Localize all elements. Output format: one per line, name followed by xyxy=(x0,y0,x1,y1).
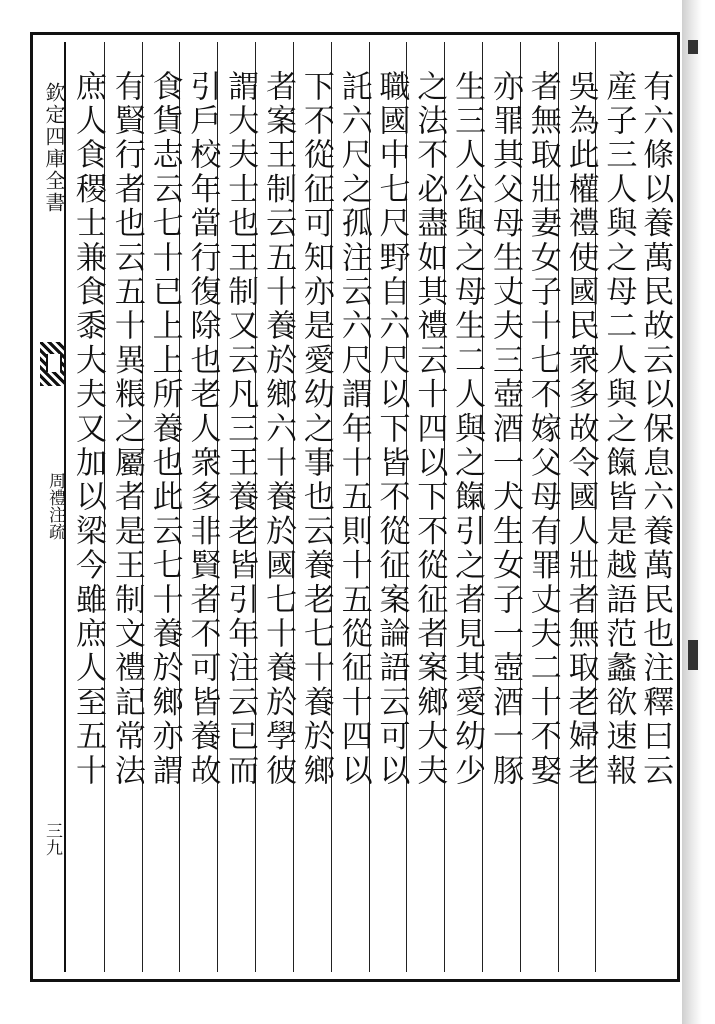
column-text: 者無取壯妻女子十七不嫁父母有罪丈夫二十不娶 xyxy=(524,70,561,789)
margin-title: 欽定四庫全書 xyxy=(42,82,66,214)
column-text: 託六尺之孤注云六尺謂年十五則十五從征十四以 xyxy=(335,70,372,789)
text-column xyxy=(633,42,674,972)
text-column xyxy=(482,42,523,972)
column-text: 引戶校年當行復除也老人衆多非賢者不可皆養故 xyxy=(184,70,221,789)
column-text: 下不從征可知亦是愛幼之事也云養老七十養於鄉 xyxy=(297,70,334,789)
column-text: 産子三人與之母二人與之餼皆是越語范蠡欲速報 xyxy=(600,70,637,789)
margin-page-number: 三九 xyxy=(42,822,62,856)
page-margin-column xyxy=(40,42,66,972)
text-column xyxy=(293,42,334,972)
text-column xyxy=(255,42,297,972)
column-text: 食貨志云七十已上上所養也此云七十養於鄉亦謂 xyxy=(146,70,183,789)
margin-subtitle: 周禮注疏 xyxy=(45,472,65,540)
column-text: 之法不必盡如其禮云十四以下不從征者案鄉大夫 xyxy=(411,70,448,789)
text-column xyxy=(104,42,145,972)
text-column xyxy=(331,42,372,972)
text-column xyxy=(520,42,561,972)
text-column xyxy=(179,42,221,972)
text-column xyxy=(444,42,486,972)
text-columns xyxy=(66,42,674,972)
text-column xyxy=(217,42,259,972)
binding-edge xyxy=(682,0,715,1024)
text-column xyxy=(369,42,410,972)
text-column xyxy=(558,42,599,972)
column-text: 生三人公與之母生二人與之餼引之者見其愛幼少 xyxy=(449,70,486,789)
column-text: 謂大夫士也王制又云凡三王養老皆引年注云已而 xyxy=(222,70,259,789)
fish-tail-ornament xyxy=(40,342,64,386)
column-text: 亦罪其父母生丈夫三壺酒一犬生女子一壺酒一豚 xyxy=(486,70,523,789)
text-column xyxy=(595,42,637,972)
column-text: 庶人食稷士兼食黍大夫又加以梁今雖庶人至五十 xyxy=(70,70,106,789)
edge-mark xyxy=(688,640,698,670)
text-column xyxy=(66,42,104,972)
text-column xyxy=(142,42,183,972)
column-text: 者案王制云五十養於鄉六十養於國七十養於學彼 xyxy=(260,70,297,789)
column-text: 有賢行者也云五十異粻之屬者是王制文禮記常法 xyxy=(108,70,145,789)
column-text: 職國中七尺野自六尺以下皆不從征案論語云可以 xyxy=(373,70,410,789)
edge-mark xyxy=(688,40,698,54)
column-text: 吳為此權禮使國民衆多故令國人壯者無取老婦老 xyxy=(562,70,599,789)
text-column xyxy=(406,42,448,972)
column-text: 有六條以養萬民故云以保息六養萬民也注釋曰云 xyxy=(637,70,674,789)
